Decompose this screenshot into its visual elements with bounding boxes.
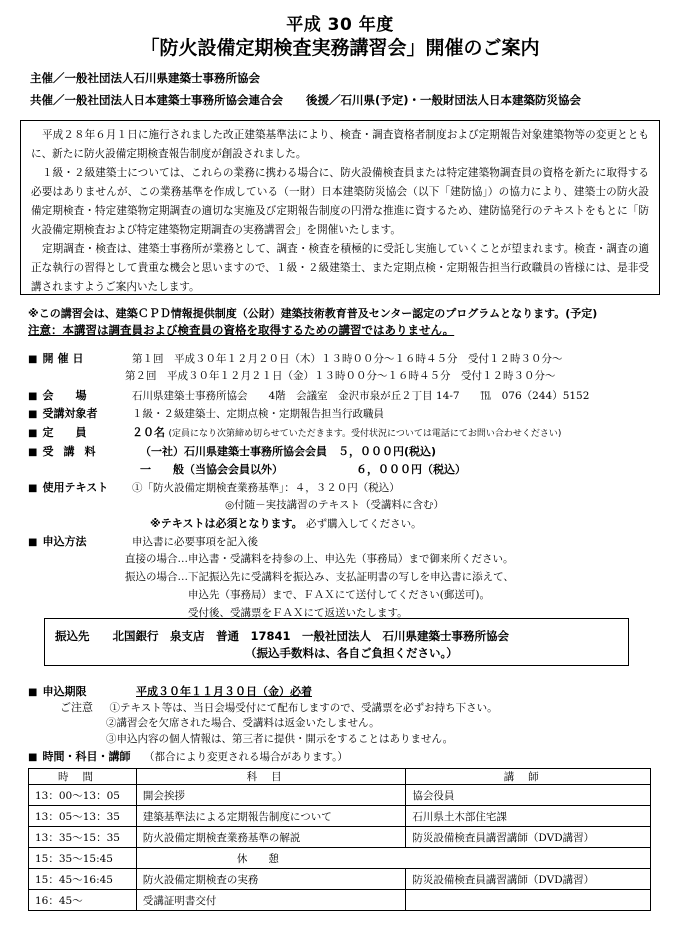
target-label: 受講対象者 [42,407,98,420]
table-row [29,827,651,848]
date-row [28,350,563,366]
capacity-row [28,424,561,440]
fee-general-name: 一 般（当協会会員以外） [140,463,283,476]
deadline-value: 平成３０年１１月３０日（金）必着 [136,685,312,698]
notice-2: ②講習会を欠席された場合、受講料は返金いたしません。 [106,717,380,729]
caution-note: 注意：本講習は調査員および検査員の資格を取得するための講習ではありません。 [28,323,455,337]
table-row [29,848,651,869]
apply-2: 直接の場合…申込書・受講料を持参の上、申込先（事務局）まで御来所ください。 [125,553,514,565]
row-time: 13：35～15：35 [29,827,137,848]
apply-3: 振込の場合…下記振込先に受講料を振込み、支払証明書の写しを申込書に添えて、 [125,571,514,583]
capacity-value: ２０名 [132,426,165,439]
venue-label: 会場 [42,389,109,402]
schedule-note: （都合により変更される場合があります。） [144,751,348,763]
row-lecturer [406,890,651,911]
row-time: 15：45～16:45 [29,869,137,890]
notice-row [60,699,498,715]
date-2: 第２回 平成３０年１２月２１日（金）１３時００分～１６時４５分 受付１２時３０分～ [125,370,556,382]
bank-line-2: （振込手数料は、各自ご負担ください。） [245,646,458,660]
venue-row [28,387,589,403]
apply-4: 申込先（事務局）まで、ＦＡＸにて送付してください(郵送可)。 [188,589,490,601]
document-year: 平成 30 年度 [286,15,394,35]
bullet-icon: ■ [28,391,38,402]
apply-row [28,533,258,549]
row-subject: 開会挨拶 [136,785,405,806]
intro-box [20,120,660,295]
table-row [29,806,651,827]
fee-member: （一社）石川県建築士事務所協会会員 ５，０００円(税込) [140,445,437,458]
text-1: ①「防火設備定期検査業務基準」：４，３２０円（税込） [132,482,400,494]
row-time: 16：45～ [29,890,137,911]
fee-label: 受講料 [42,445,106,458]
date-1: 第１回 平成３０年１２月２０日（木）１３時００分～１６時４５分 受付１２時３０分～ [132,353,563,365]
bullet-icon: ■ [28,752,38,763]
schedule-label: 時間・科目・講師 [42,750,131,763]
row-subject: 受講証明書交付 [136,890,405,911]
row-subject: 防火設備定期検査業務基準の解説 [136,827,405,848]
schedule-table [28,768,651,911]
target-row [28,405,384,421]
text-2: ◎付随－実技講習のテキスト（受講料に含む） [225,499,444,511]
venue-value: 石川県建築士事務所協会 4階 会議室 金沢市泉が丘２丁目 14-7 ℡ 076（244）5152 [132,390,590,402]
table-row [29,785,651,806]
notice-1: ①テキスト等は、当日会場受付にて配布しますので、受講票を必ずお持ち下さい。 [109,702,498,714]
date-label: 開催日 [42,352,88,365]
bullet-icon: ■ [28,447,38,458]
co-organizer: 共催／一般社団法人日本建築士事務所協会連合会 後援／石川県(予定)・一般財団法人日本建築防災協会 [30,93,582,107]
text-required-row [150,515,422,531]
schedule-heading-row [28,748,348,764]
row-subject: 建築基準法による定期報告制度について [136,806,405,827]
row-lecturer: 協会役員 [406,785,651,806]
document-title: 「防火設備定期検査実務講習会」開催のご案内 [140,37,540,59]
row-time: 15：35～15:45 [29,848,137,869]
header-lecturer: 講師 [406,769,651,785]
intro-paragraph-2: １級・２級建築士については、これらの業務に携わる場合に、防火設備検査員または特定建築物調査員の資格を新たに取得する必要はありませんが、この業務基準を作成している（一財）日本建築防災協会（以下「建防協」）の協力により、建築士の防火設備定期検査・特定建築物定期調査の適切な実施及び定期報告制度の円滑な推進に資するため、建防協発行のテキストをもとに「防火設備定期検査および特定建築物定期調査の実務講習会」を開催いたします。 [31,167,649,236]
intro-paragraph-3: 定期調査・検査は、建築士事務所が業務として、調査・検査を積極的に受託し実施していくことが望まれます。検査・調査の適正な執行の習得として貴重な機会と思いますので、１級・２級建築士、また定期点検・定期報告担当行政職員の皆様には、是非受講されますようご案内いたします。 [31,243,649,293]
table-row [29,890,651,911]
bank-line-1: 振込先 北国銀行 泉支店 普通 17841 一般社団法人 石川県建築士事務所協会 [55,629,510,643]
apply-1: 申込書に必要事項を記入後 [132,536,258,548]
capacity-note: (定員になり次第締め切らせていただきます。受付状況については電話にてお問い合わせください) [168,429,562,439]
deadline-row [28,683,312,699]
fee-row [28,443,436,459]
target-value: １級・２級建築士、定期点検・定期報告担当行政職員 [132,408,384,420]
bullet-icon: ■ [28,409,38,420]
cpd-note: ※この講習会は、建築ＣＰＤ情報提供制度（公財）建築技術教育普及センター認定のプログラムとなります。(予定) [28,307,598,320]
apply-label: 申込方法 [42,535,87,548]
row-lecturer: 防災設備検査員講習講師（DVD講習） [406,827,651,848]
text-required: ※テキストは必須となります。 [150,517,303,530]
bullet-icon: ■ [28,687,38,698]
text-row [28,479,400,495]
header-time: 時間 [29,769,137,785]
intro-paragraph-1: 平成２８年６月１日に施行されました改正建築基準法により、検査・調査資格者制度および定期報告対象建築物等の変更とともに、新たに防火設備定期検査報告制度が創設されました。 [31,129,649,160]
text-required-tail: 必ず購入してください。 [306,518,422,530]
bullet-icon: ■ [28,483,38,494]
apply-5: 受付後、受講票をＦＡＸにて返送いたします。 [188,607,408,619]
row-lecturer: 石川県土木部住宅課 [406,806,651,827]
row-time: 13：00～13：05 [29,785,137,806]
notice-label: ご注意 [60,701,93,714]
row-subject: 休 憩 [136,848,650,869]
schedule-header-row [29,769,651,785]
bullet-icon: ■ [28,537,38,548]
text-label: 使用テキスト [42,481,109,494]
notice-3: ③申込内容の個人情報は、第三者に提供・開示をすることはありません。 [106,733,454,745]
row-subject: 防火設備定期検査の実務 [136,869,405,890]
bank-transfer-box [44,618,629,666]
bullet-icon: ■ [28,354,38,365]
organizer: 主催／一般社団法人石川県建築士事務所協会 [30,71,260,85]
row-time: 13：05～13：35 [29,806,137,827]
header-subject: 科目 [136,769,405,785]
bullet-icon: ■ [28,428,38,439]
deadline-label: 申込期限 [42,685,87,698]
row-lecturer: 防災設備検査員講習講師（DVD講習） [406,869,651,890]
table-row [29,869,651,890]
fee-general-amount: ６，０００円（税込） [356,463,466,476]
capacity-label: 定員 [42,426,109,439]
